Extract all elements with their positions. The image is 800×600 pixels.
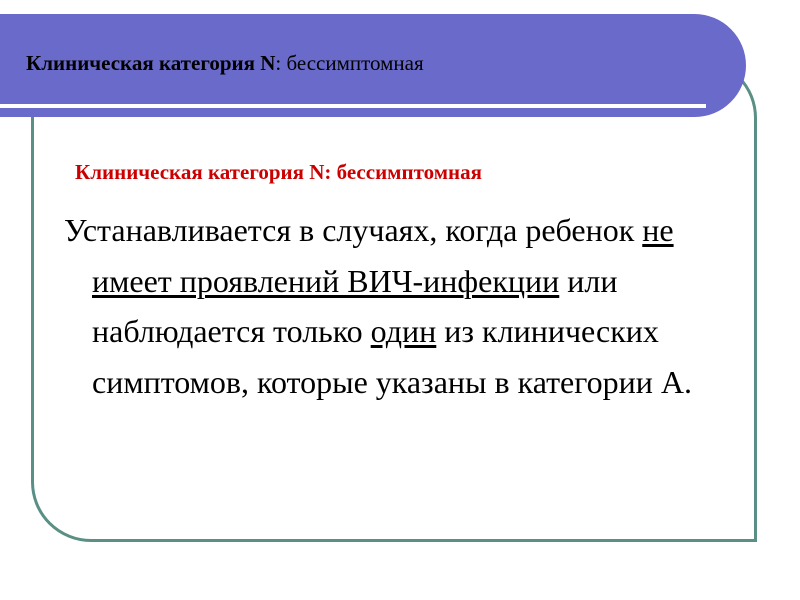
- slide-title-rest: : бессимптомная: [275, 51, 424, 75]
- body-paragraph: [64, 205, 752, 407]
- body-underlined-no-symptoms: не имеет проявлений ВИЧ-инфекции: [92, 212, 674, 299]
- slide-title: [26, 51, 424, 76]
- body-segment-5: из клинических симптомов, которые указаны в категории А.: [92, 313, 692, 400]
- body-segment-1: Устанавливается в случаях, когда ребенок: [64, 212, 643, 248]
- body-underlined-one: один: [370, 313, 437, 349]
- slide-subtitle: Клиническая категория N: бессимптомная: [75, 160, 482, 184]
- slide-title-bold: Клиническая категория N: [26, 51, 276, 75]
- body-segment-3: или наблюдается только: [92, 262, 618, 349]
- title-underline: [0, 104, 706, 108]
